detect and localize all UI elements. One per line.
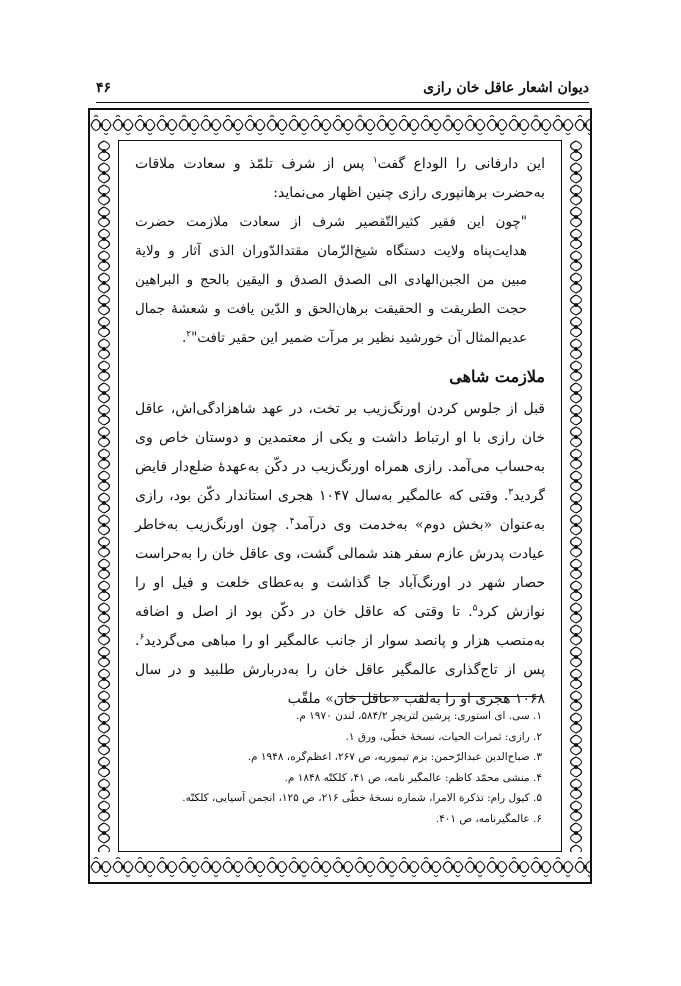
running-header: [96, 80, 589, 102]
footnote-ref[interactable]: ۶: [139, 632, 145, 643]
header-rule: [96, 102, 589, 103]
border-ornament-top: [90, 110, 590, 140]
body-paragraph: قبل از جلوس کردن اورنگ‌زیب بر تخت، در عهد شاهزادگی‌اش، عاقل خان رازی با او ارتباط داشت و یکی از معتمدین و دوستان خاص وی به‌حساب می‌آمد. رازی همراه اورنگ‌زیب در دکّن به‌عهدهٔ ضلع‌دار فایض گردید$^۳$. وقتی که عالمگیر به‌سال ۱۰۴۷ هجری استاندار دکّن بود، رازی به‌عنوان «بخش دوم» به‌خدمت وی درآمد$^۴$. چون اورنگ‌زیب به‌خاطر عیادت پدرش عازم سفر هند شمالی گشت، وی عاقل خان را به‌حراست حصار شهر در اورنگ‌آباد جا گذاشت و به‌عطای خلعت و فیل او را نوازش کرد$^۵$. تا وقتی که عاقل خان در دکّن بود از اصل و اضافه به‌منصب هزار و پانصد سوار از جانب عالمگیر او را مباهی می‌گردید$^۶$. پس از تاج‌گذاری عالمگیر عاقل خان را به‌دربارش طلبید و در سال ۱۰۶۸ هجری او را به‌لقب «عاقل خان» ملقّب: [135, 401, 546, 707]
intro-paragraph: این دارفانی را الوداع گفت$^۱$ پس از شرف تلمّذ و سعادت ملاقات به‌حضرت برهانپوری رازی چنین اظهار می‌نماید:: [135, 155, 545, 201]
border-ornament-left: [90, 140, 118, 852]
section-heading: ملازمت شاهی: [449, 367, 545, 386]
page-body: [135, 150, 545, 714]
footnote-item: ۵. کیول رام: تذکرة الامرا، شماره نسخهٔ خطّی ۲۱۶، ص ۱۲۵، انجمن آسیایی، کلکتّه.: [182, 792, 542, 804]
footnote-item: ۲. رازی: ثمرات الحیات، نسخهٔ خطّی، ورق ۱.: [345, 730, 542, 743]
book-title: دیوان اشعار عاقل خان رازی: [423, 80, 589, 96]
footnote-item: ۳. صباح‌الدین عبدالرّحمن: بزم تیموریه، ص ۲۶۷، اعظم‌گره، ۱۹۴۸ م.: [247, 751, 542, 763]
footnote-item: ۶. عالمگیرنامه، ص ۴۰۱.: [435, 812, 542, 825]
footnote-item: ۱. سی. ای استوری: پرشین لتریچر ۵۸۴/۲، لندن ۱۹۷۰ م.: [295, 710, 542, 722]
footnotes: [150, 706, 542, 829]
footnote-rule: [338, 696, 540, 697]
block-quote: "چون این فقیر کثیرالتّقصیر شرف از سعادت ملازمت حضرت هدایت‌پناه ولایت دستگاه شیخ‌الزّمان مقتدالدّوران الذی آثار و ولایة مبین من الجبن‌الهادی الی الصدق الصدق و الیقین بالحج و البراهین حجت الطریقت و الحقیقت برهان‌الحق و الدّین یافت و شعشهٔ جمال عدیم‌المثال آن خورشید نظیر بر مرآت ضمیر این حقیر تافت"$^۲$.: [135, 214, 527, 346]
footnote-item: ۴. منشی محمّد کاظم: عالمگیر نامه، ص ۴۱، کلکتّه ۱۸۴۸ م.: [284, 771, 542, 784]
page-number: ۴۶: [96, 80, 112, 96]
footnote-ref[interactable]: ۴: [289, 516, 295, 527]
border-ornament-right: [562, 140, 590, 852]
footnote-ref[interactable]: ۲: [186, 329, 192, 340]
footnote-ref[interactable]: ۳: [508, 487, 514, 498]
footnote-ref[interactable]: ۱: [372, 155, 378, 166]
footnote-ref[interactable]: ۵: [472, 603, 478, 614]
border-ornament-bottom: [90, 852, 590, 882]
